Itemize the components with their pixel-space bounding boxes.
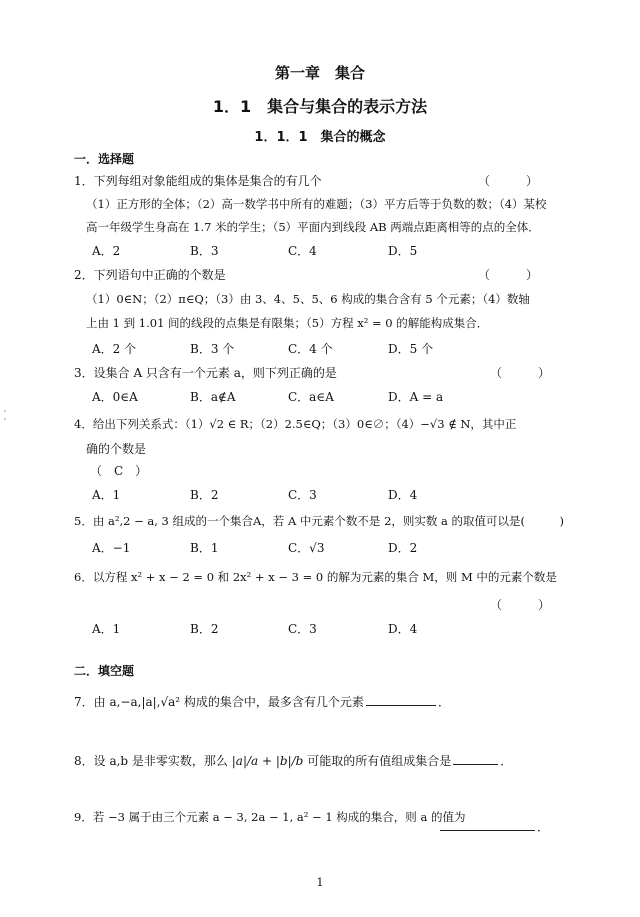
q5-option-a: A．−1 bbox=[92, 541, 131, 555]
q1-line3: 高一年级学生身高在 1.7 米的学生；（5）平面内到线段 AB 两端点距离相等的点的全体． bbox=[86, 220, 540, 234]
q1-option-b: B．3 bbox=[190, 244, 219, 258]
q9-answer-blank[interactable] bbox=[440, 820, 535, 831]
q6-option-c: C．3 bbox=[288, 622, 317, 636]
q5-option-b: B．1 bbox=[190, 541, 219, 555]
q2-stem: 2．下列语句中正确的个数是 bbox=[74, 268, 226, 282]
q6-paren: （ ） bbox=[490, 598, 551, 612]
q4-option-a: A．1 bbox=[92, 488, 121, 502]
q3-paren: （ ） bbox=[490, 366, 551, 380]
q1-stem: 1．下列每组对象能组成的集体是集合的有几个 bbox=[74, 174, 322, 188]
q7-answer-blank[interactable] bbox=[366, 695, 436, 706]
q8-answer-blank[interactable] bbox=[453, 754, 498, 765]
q6-option-d: D．4 bbox=[388, 622, 418, 636]
q4-stem: 4．给出下列关系式：（1）√2 ∈ R；（2）2.5∈Q；（3）0∈∅；（4）−√3 ∉ N，其中正 bbox=[74, 417, 517, 431]
q8-fraction: |a|/a + |b|/b bbox=[231, 754, 304, 768]
q2-option-b: B．3 个 bbox=[190, 342, 235, 356]
q4-answer: （ C ） bbox=[90, 464, 148, 478]
q5-option-c: C．√3 bbox=[288, 541, 325, 555]
q8-row bbox=[74, 752, 512, 769]
q9-end: ． bbox=[537, 820, 550, 834]
q6-stem: 6．以方程 x² + x − 2 = 0 和 2x² + x − 3 = 0 的解为元素的集合 M，则 M 中的元素个数是 bbox=[74, 570, 557, 584]
section-title: 1．1 集合与集合的表示方法 bbox=[212, 97, 428, 116]
q1-option-d: D．5 bbox=[388, 244, 418, 258]
part1-heading: 一．选择题 bbox=[74, 152, 135, 166]
q2-line3: 上由 1 到 1.01 间的线段的点集是有限集；（5）方程 x² = 0 的解能构成集合． bbox=[86, 316, 489, 330]
q7-stem: 7．由 a,−a,|a|,√a² 构成的集合中，最多含有几个元素 bbox=[74, 695, 364, 709]
subsection-title: 1．1．1 集合的概念 bbox=[254, 130, 386, 145]
q4-option-d: D．4 bbox=[388, 488, 418, 502]
q4-line2: 确的个数是 bbox=[86, 442, 147, 456]
scan-speck bbox=[4, 410, 6, 412]
q4-option-c: C．3 bbox=[288, 488, 317, 502]
q6-option-b: B．2 bbox=[190, 622, 219, 636]
q1-paren: （ ） bbox=[478, 174, 539, 188]
q2-option-c: C．4 个 bbox=[288, 342, 333, 356]
part2-heading: 二．填空题 bbox=[74, 664, 135, 678]
q9-stem: 9．若 −3 属于由三个元素 a − 3, 2a − 1, a² − 1 构成的集合，则 a 的值为 bbox=[74, 810, 466, 824]
scan-speck bbox=[4, 418, 6, 420]
q3-option-a: A．0∈A bbox=[92, 390, 138, 404]
q1-option-c: C．4 bbox=[288, 244, 317, 258]
q2-paren: （ ） bbox=[478, 268, 539, 282]
q6-option-a: A．1 bbox=[92, 622, 121, 636]
q1-option-a: A．2 bbox=[92, 244, 121, 258]
q3-option-d: D．A = a bbox=[388, 390, 444, 404]
page-number: 1 bbox=[316, 876, 324, 889]
q3-option-c: C．a∈A bbox=[288, 390, 334, 404]
q5-option-d: D．2 bbox=[388, 541, 418, 555]
q8-end: ． bbox=[500, 754, 513, 768]
q2-option-a: A．2 个 bbox=[92, 342, 137, 356]
q8-stem-b: 可能取的所有值组成集合是 bbox=[307, 754, 452, 768]
q5-stem: 5．由 a²,2 − a, 3 组成的一个集合A，若 A 中元素个数不是 2，则实数 a 的取值可以是( ) bbox=[74, 514, 565, 528]
q1-line2: （1）正方形的全体；（2）高一数学书中所有的难题；（3）平方后等于负数的数；（4）某校 bbox=[86, 197, 547, 211]
q9-answer-row bbox=[438, 818, 549, 835]
q2-option-d: D．5 个 bbox=[388, 342, 434, 356]
q2-line2: （1）0∈N；（2）π∈Q；（3）由 3、4、5、5、6 构成的集合含有 5 个元素；（4）数轴 bbox=[86, 292, 530, 306]
chapter-title: 第一章 集合 bbox=[274, 64, 365, 82]
q7-row bbox=[74, 693, 450, 710]
q3-stem: 3．设集合 A 只含有一个元素 a，则下列正确的是 bbox=[74, 366, 337, 380]
q3-option-b: B．a∉A bbox=[190, 390, 236, 404]
q4-option-b: B．2 bbox=[190, 488, 219, 502]
q8-stem-a: 8．设 a,b 是非零实数，那么 bbox=[74, 754, 228, 768]
q7-end: ． bbox=[437, 695, 450, 709]
